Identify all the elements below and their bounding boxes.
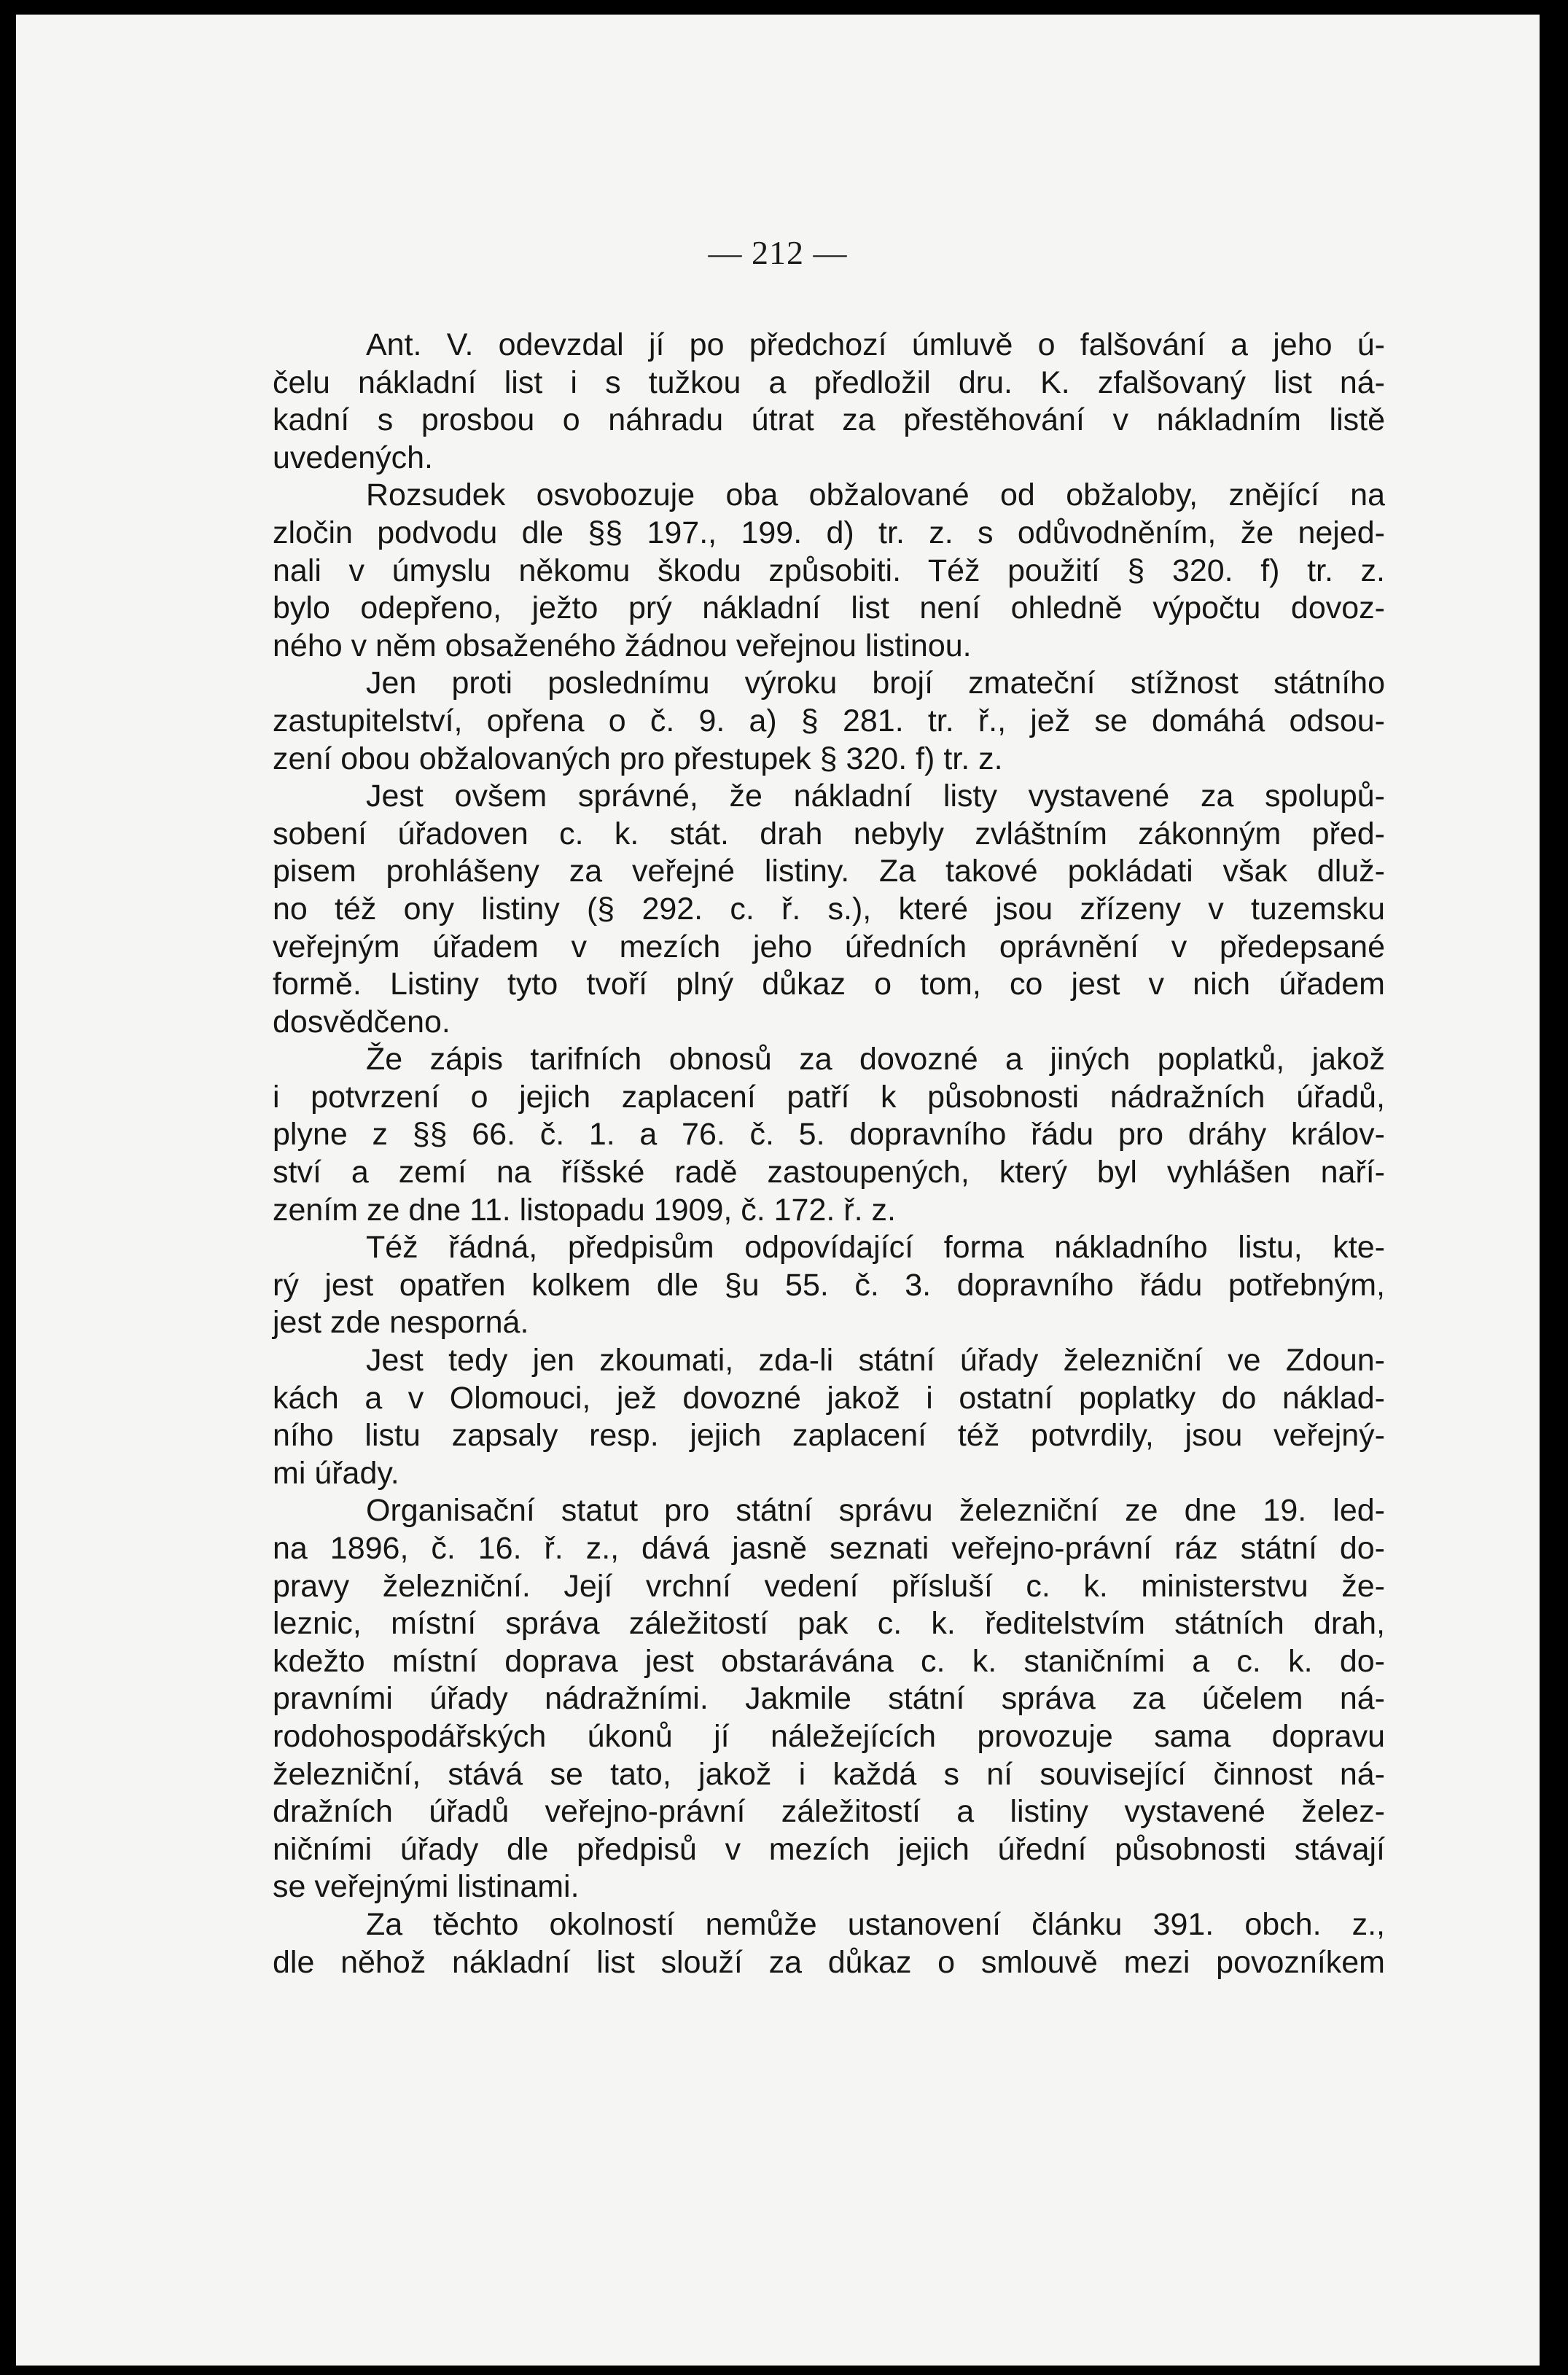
- text-line: kdežto místní doprava jest obstarávána c. k. staničními a c. k. do-: [273, 1643, 1385, 1679]
- text-line: kadní s prosbou o náhradu útrat za přestěhování v nákladním listě: [273, 402, 1385, 438]
- page-number: — 212 —: [708, 234, 848, 271]
- text-line: ství a zemí na říšské radě zastoupených, který byl vyhlášen naří-: [273, 1155, 1385, 1190]
- text-line: rý jest opatřen kolkem dle §u 55. č. 3. dopravního řádu potřebným,: [273, 1267, 1385, 1303]
- text-line: sobení úřadoven c. k. stát. drah nebyly zvláštním zákonným před-: [273, 816, 1385, 851]
- text-line: zením ze dne 11. listopadu 1909, č. 172. ř. z.: [273, 1192, 896, 1228]
- text-line: dle něhož nákladní list slouží za důkaz o smlouvě mezi povozníkem: [273, 1944, 1385, 1980]
- text-line: ného v něm obsaženého žádnou veřejnou listinou.: [273, 628, 972, 663]
- text-line: mi úřady.: [273, 1455, 399, 1491]
- text-line: Též řádná, předpisům odpovídající forma nákladního listu, kte-: [366, 1230, 1385, 1266]
- text-line: Jen proti poslednímu výroku brojí zmateční stížnost státního: [366, 666, 1385, 701]
- text-line: ního listu zapsaly resp. jejich zaplacení též potvrdily, jsou veřejný-: [273, 1418, 1385, 1454]
- text-line: nali v úmyslu někomu škodu způsobiti. Též použití § 320. f) tr. z.: [273, 553, 1385, 588]
- text-line: formě. Listiny tyto tvoří plný důkaz o tom, co jest v nich úřadem: [273, 967, 1385, 1002]
- text-line: Že zápis tarifních obnosů za dovozné a jiných poplatků, jakož: [366, 1042, 1385, 1077]
- text-line: no též ony listiny (§ 292. c. ř. s.), které jsou zřízeny v tuzemsku: [273, 891, 1385, 927]
- text-line: Jest tedy jen zkoumati, zda-li státní úřady železniční ve Zdoun-: [366, 1343, 1385, 1378]
- text-line: zločin podvodu dle §§ 197., 199. d) tr. z. s odůvodněním, že nejed-: [273, 515, 1385, 550]
- text-line: leznic, místní správa záležitostí pak c. k. ředitelstvím státních drah,: [273, 1606, 1385, 1642]
- text-line: i potvrzení o jejich zaplacení patří k působnosti nádražních úřadů,: [273, 1079, 1385, 1115]
- text-line: plyne z §§ 66. č. 1. a 76. č. 5. dopravního řádu pro dráhy králov-: [273, 1117, 1385, 1153]
- text-line: Organisační statut pro státní správu železniční ze dne 19. led-: [366, 1493, 1385, 1529]
- text-line: bylo odepřeno, ježto prý nákladní list není ohledně výpočtu dovoz-: [273, 590, 1385, 626]
- text-line: Jest ovšem správné, že nákladní listy vystavené za spolupů-: [366, 779, 1385, 814]
- text-line: ničními úřady dle předpisů v mezích jejich úřední působnosti stávají: [273, 1831, 1385, 1867]
- text-line: dražních úřadů veřejno-právní záležitostí a listiny vystavené želez-: [273, 1794, 1385, 1830]
- text-line: jest zde nesporná.: [273, 1305, 529, 1341]
- text-line: uvedených.: [273, 440, 433, 475]
- text-line: pravními úřady nádražními. Jakmile státní správa za účelem ná-: [273, 1681, 1385, 1717]
- text-line: rodohospodářských úkonů jí náležejících provozuje sama dopravu: [273, 1718, 1385, 1754]
- text-line: Rozsudek osvobozuje oba obžalované od obžaloby, znějící na: [366, 477, 1385, 513]
- text-line: železniční, stává se tato, jakož i každá s ní související činnost ná-: [273, 1756, 1385, 1792]
- text-line: zení obou obžalovaných pro přestupek § 320. f) tr. z.: [273, 741, 1003, 776]
- text-line: veřejným úřadem v mezích jeho úředních oprávnění v předepsané: [273, 929, 1385, 964]
- body-text: [273, 327, 1385, 1981]
- text-line: Za těchto okolností nemůže ustanovení článku 391. obch. z.,: [366, 1906, 1385, 1942]
- text-line: se veřejnými listinami.: [273, 1869, 580, 1905]
- text-line: čelu nákladní list i s tužkou a předložil dru. K. zfalšovaný list ná-: [273, 364, 1385, 400]
- document-page: [16, 15, 1540, 2366]
- text-line: zastupitelství, opřena o č. 9. a) § 281. tr. ř., jež se domáhá odsou-: [273, 703, 1385, 738]
- text-line: pisem prohlášeny za veřejné listiny. Za takové pokládati však dluž-: [273, 854, 1385, 889]
- text-line: dosvědčeno.: [273, 1004, 450, 1040]
- text-line: pravy železniční. Její vrchní vedení přísluší c. k. ministerstvu že-: [273, 1568, 1385, 1604]
- text-line: kách a v Olomouci, jež dovozné jakož i ostatní poplatky do náklad-: [273, 1380, 1385, 1416]
- text-line: na 1896, č. 16. ř. z., dává jasně seznati veřejno-právní ráz státní do-: [273, 1531, 1385, 1566]
- text-line: Ant. V. odevzdal jí po předchozí úmluvě o falšování a jeho ú-: [366, 327, 1385, 362]
